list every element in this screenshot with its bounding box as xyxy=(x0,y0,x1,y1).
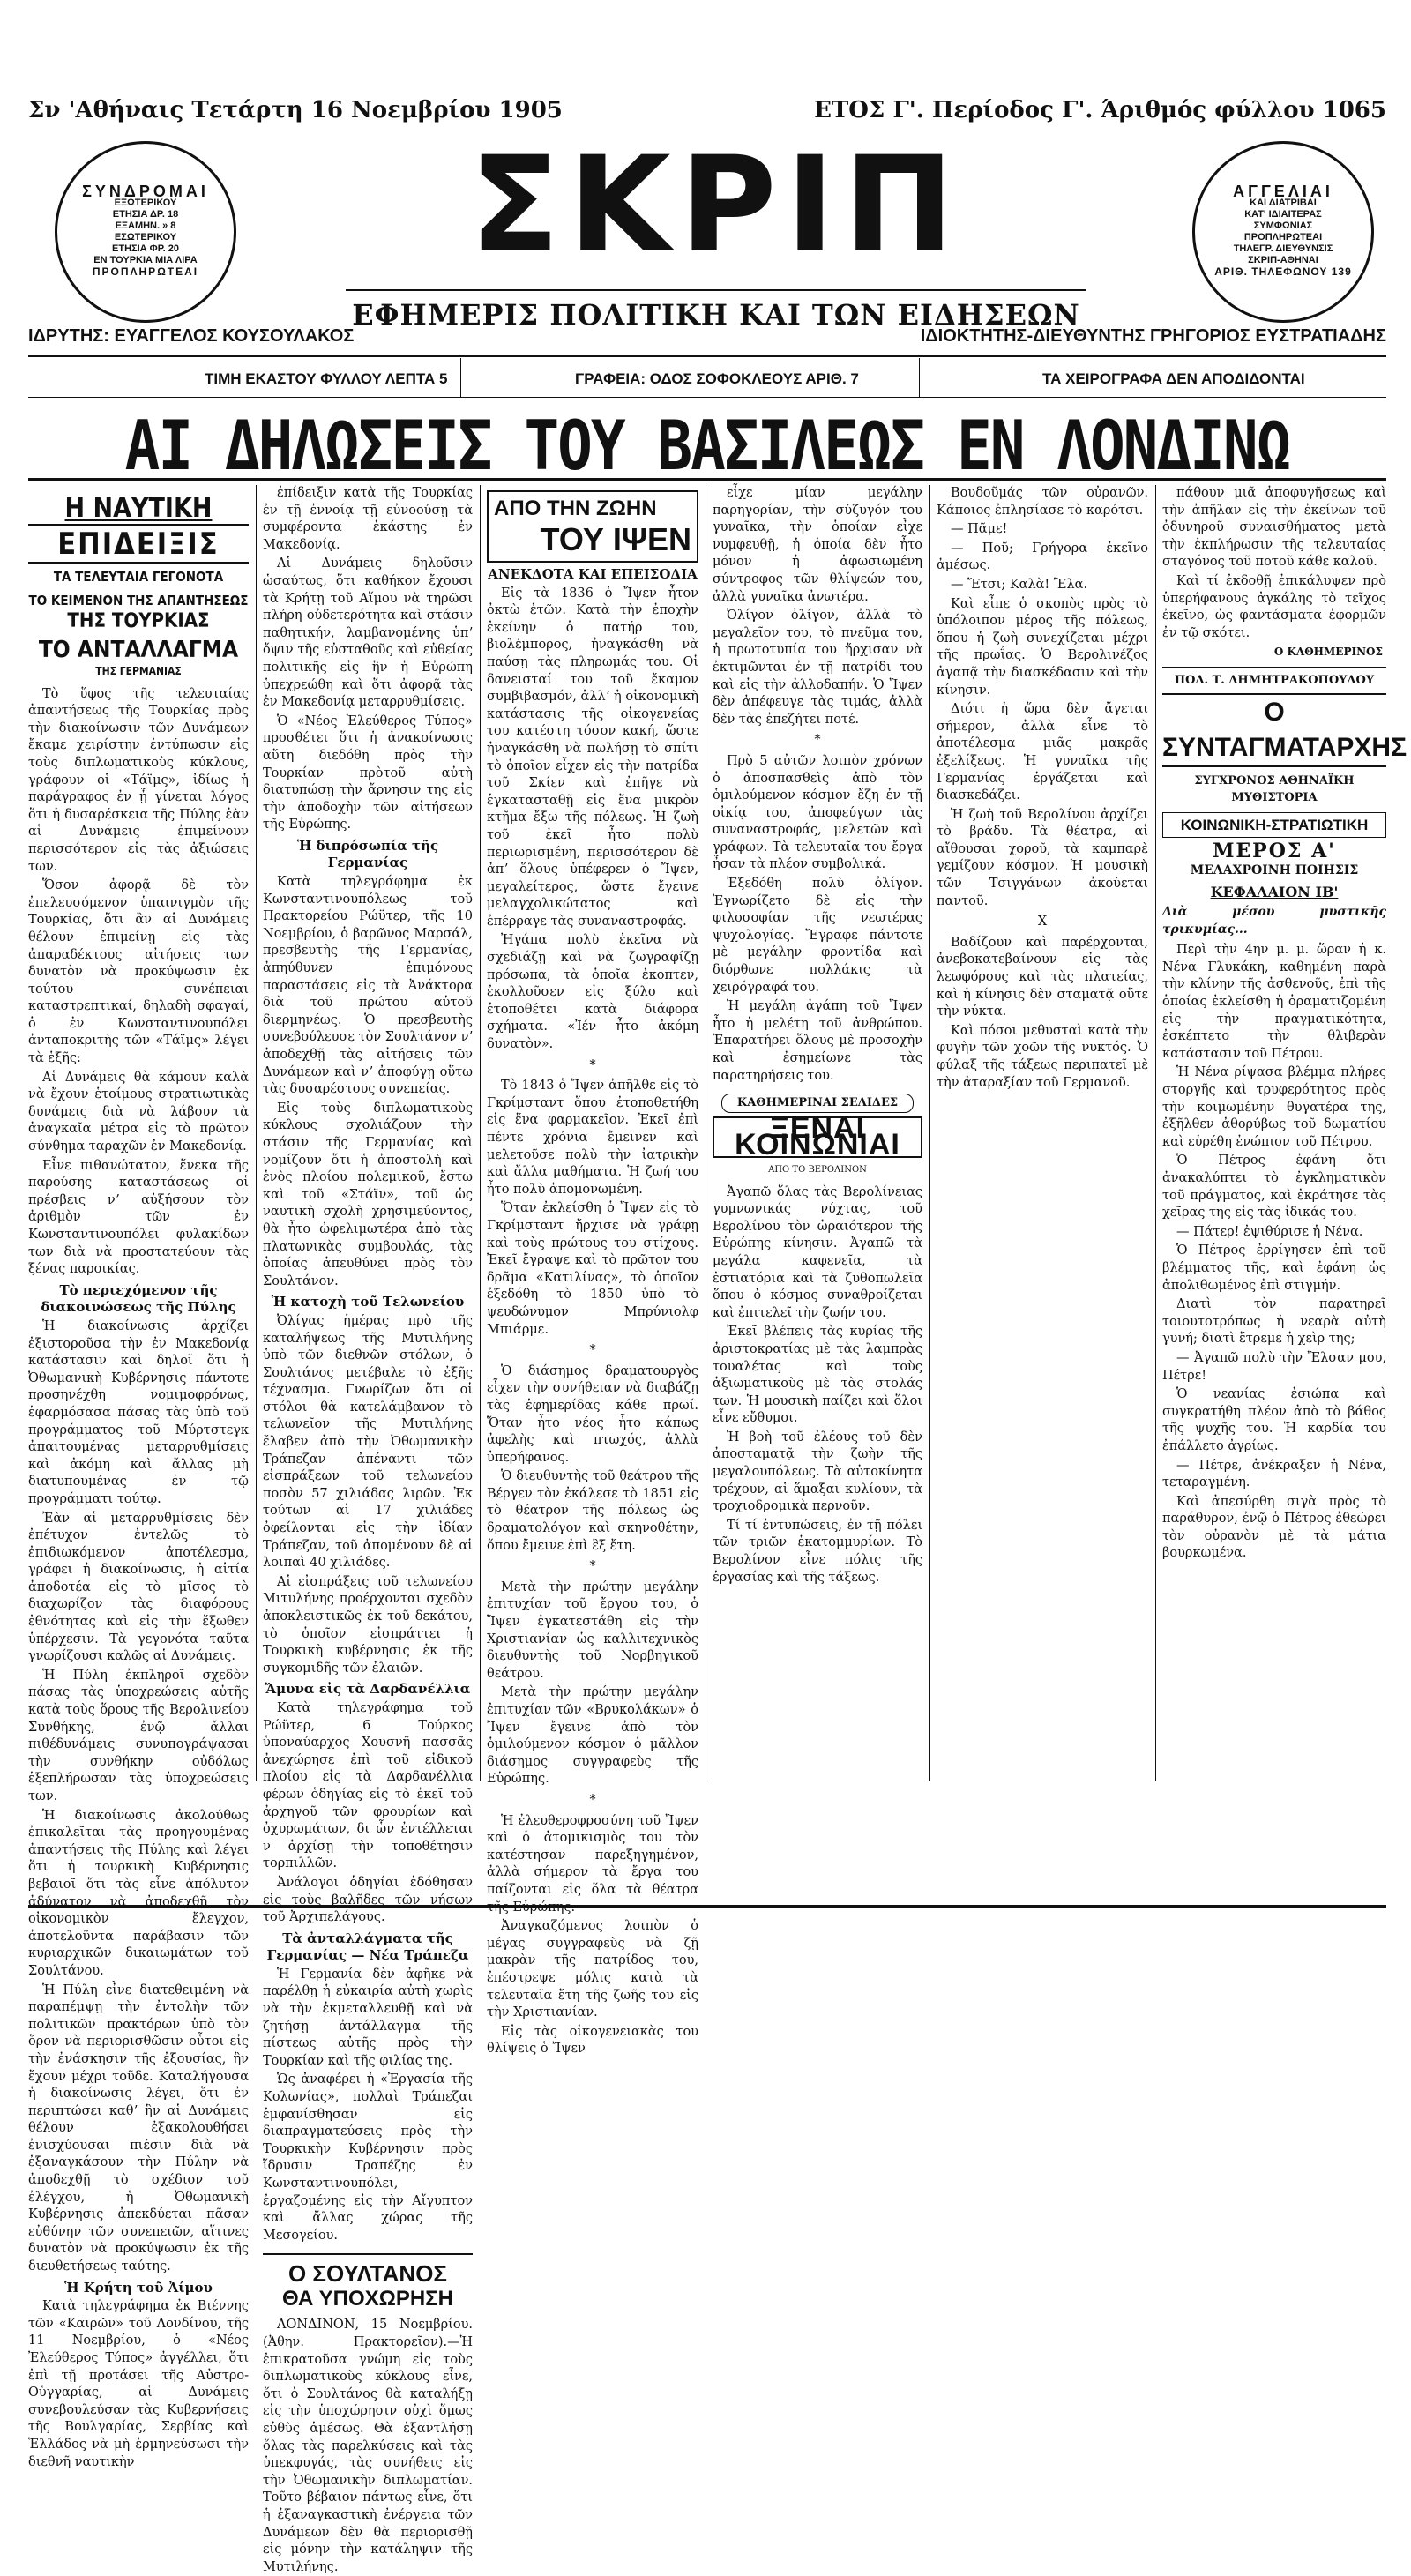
dialogue-line: — Πᾶμε! xyxy=(951,522,1008,537)
info-bar xyxy=(28,367,1386,393)
paragraph: Ἡ διακοίνωσις ἀκολούθως ἐπικαλεῖται τὰς προηγουμένας ἀπαντήσεις τῆς Πύλης καὶ λέγει ὅτι ἡ τουρκικὴ Κυβέρνησις βεβαιοῖ ὅτι τὰς εἶνε ἀπόλυτον ἀδύνατον νὰ ἀποδεχθῇ τὸν οἰκονομικὸν ἔλεγχον, ἀποτελοῦντα παράβασιν τῶν κυριαρχικῶν δικαιωμάτων τοῦ Σουλτάνου. xyxy=(28,1808,249,1978)
paragraph: Ὁ Πέτρος ἐρρίγησεν ἐπὶ τοῦ βλέμματος τῆς, καὶ ἐφάνη ὡς ἀπολιθωμένος ἐπὶ στιγμήν. xyxy=(1162,1243,1386,1293)
serial-author: ΠΟΛ. Τ. ΔΗΜΗΤΡΑΚΟΠΟΥΛΟΥ xyxy=(1162,667,1386,695)
article-subhead: ΑΝΕΚΔΟΤΑ ΚΑΙ ΕΠΕΙΣΟΔΙΑ xyxy=(488,566,698,582)
divider-star-icon: * xyxy=(589,1792,596,1807)
paragraph: Ἀνάλογοι ὁδηγίαι ἐδόθησαν εἰς τοὺς βαλῆδες τῶν νήσων τοῦ Ἀρχιπελάγους. xyxy=(263,1875,473,1925)
sultan-heading-line: ΘΑ ΥΠΟΧΩΡΗΣΗ xyxy=(282,2287,453,2311)
paragraph: Μετὰ τὴν πρώτην μεγάλην ἐπιτυχίαν τοῦ ἔργου του, ὁ Ἴψεν ἐγκατεστάθη εἰς τὴν Χριστιανίαν ὡς καλλιτεχνικὸς διευθυντὴς τοῦ Νορβηγικοῦ θεάτρου. xyxy=(487,1579,698,1681)
headline-rule xyxy=(28,478,1386,481)
paragraph: Ἡ Πύλη εἶνε διατεθειμένη νὰ παραπέμψῃ τὴν ἐντολὴν τῶν πολιτικῶν πρακτόρων ὑπὸ τὸν ὅρον νὰ περιορισθῶσιν οὗτοι εἰς τὴν ἐνάσκησιν τῆς ἐξουσίας, ἣν ἔχουν μέχρι τοῦδε. Καταλήγουσα ἡ διακοίνωσις λέγει, ὅτι ἐν περιπτώσει καθʼ ἣν αἱ Δυνάμεις θέλουν ἐξακολουθήσει ἐνισχύουσαι πιέσιν διὰ νὰ ἐξαναγκάσουν τὴν Πύλην νὰ ἀποδεχθῇ τὸ σχέδιον τοῦ ἐλέγχου, ἡ Ὀθωμανικὴ Κυβέρνησις ἀπεκδύεται πᾶσαν εὐθύνην τῶν συνεπειῶν, αἵτινες δυνατὸν νὰ προκύψωσιν ἐκ τῆς διευθετήσεως ταύτης. xyxy=(28,1982,249,2274)
sultan-heading xyxy=(263,2253,473,2311)
section-heading: Τὸ περιεχόμενον τῆς διακοινώσεως τῆς Πύλης xyxy=(41,1281,236,1316)
issue-date: Σν 'Αθήναις Τετάρτη 16 Νοεμβρίου 1905 xyxy=(28,97,563,123)
paragraph: Ἡ Νένα ρίψασα βλέμμα πλήρες στοργῆς καὶ τρυφερότητος πρὸς τὴν κοιμωμένην θυγατέρα της, ἐξῆλθεν ἀθορύβως τοῦ δωματίου καὶ εὑρέθη ἐνώπιον τοῦ Πέτρου. xyxy=(1162,1065,1386,1149)
paragraph: Βουδοῦμάς τῶν οὐρανῶν. Κάποιος ἐπλησίασε τὸ καρότσι. xyxy=(937,486,1148,518)
top-line xyxy=(28,97,1386,132)
info-separator xyxy=(460,358,461,397)
section-heading: Ἡ διπρόσωπία τῆς Γερμανίας xyxy=(296,837,439,871)
divider-star-icon: * xyxy=(589,1057,596,1072)
ibsen-title-line: ΤΟΥ ΙΨΕΝ xyxy=(540,521,691,557)
paragraph: Ἐκεῖ βλέπεις τὰς κυρίας τῆς ἀριστοκρατίας μὲ τὰς λαμπρὰς τουαλέτας καὶ τοὺς ἀξιωματικοὺς μὲ τὰς στολάς των. Ἡ μουσικὴ παίζει καὶ ὅλοι εἶνε εὔθυμοι. xyxy=(713,1325,922,1426)
paragraph: Ὀλίγας ἡμέρας πρὸ τῆς καταλήψεως τῆς Μυτιλήνης ὑπὸ τῶν διεθνῶν στόλων, ὁ Σουλτάνος μετέβαλε τὸ ἐξῆς τέχνασμα. Γνωρίζων ὅτι οἱ στόλοι θὰ κατελάμβανον τὸ τελωνεῖον τῆς Μυτιλήνης ἔλαβεν ἀπὸ τὴν Ὀθωμανικὴν Τράπεζαν ἀπέναντι τῶν εἰσπράξεων τοῦ τελωνείου ποσὸν 57 χιλιάδας λιρῶν. Ἐκ τούτων αἱ 17 χιλιάδες ὀφείλονται εἰς τὴν ἰδίαν Τράπεζαν, τοῦ ἀπομένουν δὲ αἱ λοιπαὶ 40 χιλιάδες. xyxy=(263,1313,473,1571)
article-subhead: ΤΟ ΑΝΤΑΛΛΑΓΜΑ xyxy=(38,637,239,663)
seal-arc-bottom: ΑΡΙΘ. ΤΗΛΕΦΩΝΟΥ 139 xyxy=(1214,265,1352,278)
seal-line: ΚΑΤ' ΙΔΙΑΙΤΕΡΑΣ xyxy=(1244,209,1322,220)
paragraph: Καὶ ἀπεσύρθη σιγὰ πρὸς τὸ παράθυρον, ἐνῷ ὁ Πέτρος ἐθεώρει τὸν οὐρανὸν μὲ τὰ μάτια βουρκωμένα. xyxy=(1162,1494,1386,1561)
paragraph: Τί τί ἐντυπώσεις, ἐν τῇ πόλει τῶν τριῶν ἑκατομμυρίων. Τὸ Βερολίνον εἶνε πόλις τῆς ἐργασίας καὶ τῆς τάξεως. xyxy=(713,1518,922,1585)
paragraph: Κατὰ τηλεγράφημα τοῦ Ρώϋτερ, 6 Τούρκος ὑποναύαρχος Χουσνῆ πασσᾶς ἀνεχώρησε ἐπὶ τοῦ εἰδικοῦ πλοίου εἰς τὰ Δαρδανέλλια φέρων ὁδηγίας εἰς τὸ ἐκεῖ τοῦ ἀρχηγοῦ τῶν φρουρίων καὶ ὀχυρωμάτων, δι ὧν ἐντέλλεται ν ἀρχίσῃ τὴν τοποθέτησιν τορπιλλῶν. xyxy=(263,1700,473,1871)
feature-dateline: ΑΠΟ ΤΟ ΒΕΡΟΛΙΝΟΝ xyxy=(768,1164,867,1175)
column-5 xyxy=(937,485,1148,1781)
seal-line: ΚΑΙ ΔΙΑΤΡΙΒΑΙ xyxy=(1250,198,1317,208)
paragraph: Ἡ βοὴ τοῦ ἐλέους τοῦ δὲν ἀποσταματᾷ τὴν ζωὴν τῆς μεγαλουπόλεως. Τὰ αὐτοκίνητα τρέχουν, αἱ ἅμαξαι κυλίουν, τὰ τροχιοδρομικὰ περνοῦν. xyxy=(713,1430,922,1514)
column-2 xyxy=(263,485,473,2574)
paragraph: Ἀγαπῶ ὅλας τὰς Βερολίνειας γυμνωνικάς νύχτας, τοῦ Βερολίνου τὸν ὡραιότερον τῆς Εὐρώπης κίνησιν. Ἀγαπῶ τὰ μεγάλα καφενεῖα, τὰ ἑστιατόρια καὶ τὰ ζυθοπωλεῖα ὅπου ὁ κόσμος συναθροίζεται καὶ ἐπιτελεῖ τὴν ζωήν του. xyxy=(713,1184,922,1320)
column-3 xyxy=(487,485,698,2057)
paragraph: Ἡ Πύλη ἐκπληροῖ σχεδὸν πάσας τὰς ὑποχρεώσεις αὐτῆς κατὰ τοὺς ὅρους τῆς Βερολινείου Συνθήκης, ἐνῷ ἄλλαι πιθέδυνάμεις συνυπογράψασαι τὴν συνθήκην οὐδόλως ἐξεπλήρωσαν τὰς ὑποχρεώσεις των. xyxy=(28,1668,249,1803)
newspaper-page xyxy=(28,97,1407,2574)
seal-line: ΕΞΑΜΗΝ. » 8 xyxy=(115,220,176,231)
section-heading: Ἡ κατοχὴ τοῦ Τελωνείου xyxy=(271,1294,465,1310)
serial-part-title: ΜΕΛΑΧΡΟΙΝΗ ΠΟΙΗΣΙΣ xyxy=(1190,862,1359,877)
seal-line: ΠΡΟΠΛΗΡΩΤΕΑΙ xyxy=(1243,232,1323,243)
seal-line: ΤΗΛΕΓΡ. ΔΙΕΥΘΥΝΣΙΣ xyxy=(1233,243,1333,254)
seal-line: ΣΚΡΙΠ-ΑΘΗΝΑΙ xyxy=(1248,255,1318,265)
office-info: ΓΡΑΦΕΙΑ: ΟΔΟΣ ΣΟΦΟΚΛΕΟΥΣ ΑΡΙΘ. 7 xyxy=(575,370,859,387)
info-separator xyxy=(919,358,920,397)
paragraph: Εἰς τὰ 1836 ὁ Ἴψεν ἦτον ὀκτὼ ἐτῶν. Κατὰ τὴν ἐποχὴν ἐκείνην ὁ πατήρ του, βιολέμπορος, ἠναγκάσθη νὰ παύσῃ τὰς πληρωμάς του. Οἱ δανεισταί του τοῦ ἔκαμον συμβιβασμόν, ἀλλʼ ἡ οἰκονομικὴ κατάστασις τῆς οἰκογενείας του κατέστη τόσον κακή, ὥστε ἠναγκάσθη νὰ πωλήσῃ τὸ σπίτι τὸ ὁποῖον εἶχεν εἰς τὴν πατρίδα τοῦ Σκίεν καὶ ἐπῆγε νὰ ἐγκατασταθῇ εἰς ἕνα μικρὸν κτῆμα ἔξω τῆς πόλεως. Ἡ ζωὴ τοῦ ἐκεῖ ἦτο πολὺ περιωρισμένη, περισσότερον δὲ ἀπʼ ὅλους ὑπέφερεν ὁ Ἴψεν, μεγαλείτερος, ὥστε ἔγεινε μελαγχολικώτατος καὶ ἐπέρραγε τὰς συναναστροφάς. xyxy=(487,586,698,929)
seal-line: ΕΣΩΤΕΡΙΚΟΥ xyxy=(114,232,177,243)
paragraph: Καὶ πόσοι μεθυσταὶ κατὰ τὴν φυγὴν τῶν χοῶν τῆς νυκτός. Ὁ φύλαξ τῆς τάξεως περιπατεῖ μὲ τὴν ἀταραξίαν τοῦ Γερμανοῦ. xyxy=(937,1023,1148,1090)
seal-arc-top: ΑΓΓΕΛΙΑΙ xyxy=(1233,183,1333,200)
paragraph: Ὀλίγον ὀλίγον, ἀλλὰ τὸ μεγαλεῖον του, τὸ πνεῦμα του, ἡ πρωτοτυπία του ἤρχισαν νὰ ἐκτιμῶνται ἐν τῇ πατρίδι του καὶ εἰς τὴν ἀλλοδαπήν. Ὁ Ἴψεν δὲν ἀπέφευγε τὰς τιμάς, ἀλλὰ δὲν τὰς ἐπεζήτει ποτέ. xyxy=(713,609,922,727)
section-label: ΚΑΘΗΜΕΡΙΝΑΙ ΣΕΛΙΔΕΣ xyxy=(721,1094,914,1113)
feature-title: ΞΕΝΑΙ ΚΟΙΝΩΝΙΑΙ xyxy=(713,1116,922,1158)
signature: Ο ΚΑΘΗΜΕΡΙΝΟΣ xyxy=(1273,646,1383,659)
sultan-heading-line: Ο ΣΟΥΛΤΑΝΟΣ xyxy=(287,2260,448,2288)
paragraph: Ἀναγκαζόμενος λοιπὸν ὁ μέγας συγγραφεὺς νὰ ζῇ μακρὰν τῆς πατρίδος του, ἐπέστρεψε μόλις κατὰ τὰ τελευταῖα ἔτη τῆς ζωῆς του εἰς τὴν Χριστιανίαν. xyxy=(487,1919,698,2020)
paragraph: πάθουν μιᾶ ἀποφυγῆσεως καὶ τὴν ἀπῆλαν εἰς τὴν ἐκείνων τοῦ ὀδυνηροῦ συναισθήματος μετὰ τὴν ἐκπλήρωσιν τῆς τελευταίας σταγόνος τοῦ ποτοῦ κάθε καλοῦ. xyxy=(1162,486,1386,570)
article-subhead: ΤΗΣ ΤΟΥΡΚΙΑΣ xyxy=(67,610,210,632)
seal-line: ΕΤΗΣΙΑ ΔΡ. 18 xyxy=(112,209,179,220)
paragraph: Ὁ διάσημος δραματουργὸς εἶχεν τὴν συνήθειαν νὰ διαβάζῃ τὰς ἐφημερίδας κάθε πρωί. Ὅταν ἦτο νέος ἦτο κάπως ἀφελὴς καὶ πτωχός, ἀλλὰ ὑπερήφανος. xyxy=(487,1363,698,1465)
paragraph: Καὶ τί ἐκδοθῇ ἐπικάλυψεν πρὸ ὑπερήφανους ἀγκάλης τὸ τεῖχος ἐκεῖνο, ὡς φαντάσματα ἐφορμῶν ἐν τῷ σκότει. xyxy=(1162,573,1386,640)
seal-line: ΕΞΩΤΕΡΙΚΟΥ xyxy=(114,198,177,208)
paragraph: Ὁ Πέτρος ἐφάνη ὅτι ἀνακαλύπτει τὸ ἐγκληματικὸν τοῦ πράγματος, καὶ ἐκράτησε τὰς χεῖρας της εἰς τὰς ἰδικάς του. xyxy=(1162,1154,1386,1221)
article-subhead: ΤΗΣ ΓΕΡΜΑΝΙΑΣ xyxy=(95,665,182,677)
serial-chapter-title: Διὰ μέσου μυστικῆς τρικυμίας... xyxy=(1162,905,1386,937)
paragraph: Τὸ ὕφος τῆς τελευταίας ἀπαντήσεως τῆς Τουρκίας πρὸς τὴν διακοίνωσιν τῶν Δυνάμεων ἔκαμε χειρίστην ἐντύπωσιν εἰς τοὺς διπλωματικοὺς κύκλους, γράφουν οἱ «Τάϊμς», ἰδίως ἡ παράγραφος ἐν ᾗ γίνεται λόγος ὅτι ἡ δυσαρέσκεια τῆς Πύλης ἐὰν αἱ Δυνάμεις ἐπιμείνουν περισσότερον εἰς τὰς ἀξιώσεις των. xyxy=(28,686,249,874)
article-subhead: ΤΑ ΤΕΛΕΥΤΑΙΑ ΓΕΓΟΝΟΤΑ xyxy=(53,569,224,585)
section-heading: Ἄμυνα εἰς τὰ Δαρδανέλλια xyxy=(265,1681,471,1698)
section-heading: Τὰ ἀνταλλάγματα τῆς Γερμανίας — Νέα Τράπεζα xyxy=(266,1930,469,1964)
info-rule xyxy=(28,397,1386,398)
article-subhead: ΤΟ ΚΕΙΜΕΝΟΝ ΤΗΣ ΑΠΑΝΤΗΣΕΩΣ xyxy=(28,593,249,609)
seal-line: ΣΥΜΦΩΝΙΑΣ xyxy=(1253,220,1313,231)
paragraph: ἐπίδειξιν κατὰ τῆς Τουρκίας ἐν τῇ ἐννοίᾳ τῇ εὐνοούσῃ τὰ συμφέροντα ἑκάστης ἐν Μακεδονίᾳ. xyxy=(263,486,473,552)
serial-type: ΚΟΙΝΩΝΙΚΗ-ΣΤΡΑΤΙΩΤΙΚΗ xyxy=(1162,812,1386,839)
column-1 xyxy=(28,485,249,2469)
newspaper-subtitle: ΕΦΗΜΕΡΙΣ ΠΟΛΙΤΙΚΗ ΚΑΙ ΤΩΝ ΕΙΔΗΣΕΩΝ xyxy=(352,298,1080,332)
paragraph: Κατὰ τηλεγράφημα ἐκ Βιέννης τῶν «Καιρῶν» τοῦ Λονδίνου, τῆς 11 Νοεμβρίου, ὁ «Νέος Ἐλεύθερος Τύπος» ἀγγέλλει, ὅτι ἐπὶ τῇ προτάσει τῆς Αὐστρο-Οὑγγαρίας, αἱ Δυνάμεις συνεβουλεύσαν τὰς Κυβερνήσεις τῆς Βουλγαρίας, Σερβίας καὶ Ἑλλάδος νὰ μὴ ἐρμηνεύσωσι τὴν διεθνῆ ναυτικὴν xyxy=(28,2299,249,2469)
paragraph: Αἱ Δυνάμεις δηλοῦσιν ὡσαύτως, ὅτι καθήκον ἔχουσι τὰ Κρήτῃ τοῦ Αἵμου νὰ τηρῶσι πλήρη οὐδετερότητα καὶ στάσιν παθητικήν, λαμβανομένης ὑπʼ ὄψιν τῆς εὐσταθοῦς καὶ εὐθείας πολιτικῆς εἰς ἣν ἡ Εὐρώπη ὑπεχρεώθη καὶ ὅτι ἀφορᾷ τὰς ἐν Μακεδονίᾳ μεταρρυθμίσεις. xyxy=(263,556,473,710)
paragraph: Ὅταν ἐκλείσθη ὁ Ἴψεν εἰς τὸ Γκρίμσταντ ἤρχισε νὰ γράφῃ καὶ τοὺς πρώτους του στίχους. Ἐκεῖ ἔγραψε καὶ τὸ πρῶτον του δρᾶμα «Κατιλίνας», τὸ ὁποῖον ἐξεδόθη τὸ 1850 ὑπὸ τὸ ψευδώνυμον Μπρύνιολφ Μπιάρμε. xyxy=(487,1201,698,1337)
paragraph: ΛΟΝΔΙΝΟΝ, 15 Νοεμβρίου. (Ἀθην. Πρακτορεῖον).—Ἡ ἐπικρατοῦσα γνώμη εἰς τοὺς διπλωματικοὺς κύκλους εἶνε, ὅτι ὁ Σουλτάνος θὰ καταλήξῃ εἰς τὴν ὑποχώρησιν οὐχὶ ὅμως εὐθὺς ἀμέσως. Θὰ ἐξαντλήσῃ ὅλας τὰς παρελκύσεις καὶ τὰς ὑπεκφυγάς, τὰς συνήθεις εἰς τὴν Ὀθωμανικὴν διπλωματίαν. Τοῦτο βέβαιον πάντως εἶνε, ὅτι ἡ ἐξαναγκαστικὴ ἐνέργεια τῶν Δυνάμεων δὲν θὰ περιορισθῇ εἰς μόνην τὴν κατάληψιν τῆς Μυτιλήνης. xyxy=(263,2318,473,2574)
column-separator xyxy=(480,485,481,1781)
column-separator xyxy=(1155,485,1156,1781)
seal-arc-top: ΣΥΝΔΡΟΜΑΙ xyxy=(82,183,209,200)
paragraph: Διότι ἡ ὥρα δὲν ἄγεται σήμερον, ἀλλὰ εἶνε τὸ ἀποτέλεσμα μιᾶς μακρᾶς ἐξελίξεως. Ἡ γυναῖκα τῆς Γερμανίας ἐργάζεται καὶ διασκεδάζει. xyxy=(937,702,1148,803)
paragraph: Ἐξεδόθη πολὺ ὀλίγον. Ἐγνωρίζετο δὲ εἰς τὴν φιλοσοφίαν τῆς νεωτέρας ψυχολογίας. Ἔγραφε πάντοτε μὲ μεγάλην φροντίδα καὶ διόρθωνε πολλάκις τὰ χειρόγραφά του. xyxy=(713,877,922,995)
column-separator xyxy=(929,485,930,1781)
ibsen-title-line: ΑΠΟ ΤΗΝ ΖΩΗΝ xyxy=(494,497,657,520)
newspaper-logo: ΣΚΡΙΠ xyxy=(469,129,963,282)
section-heading: Ἡ Κρήτη τοῦ Ἀίμου xyxy=(64,2279,213,2296)
divider-star-icon: * xyxy=(589,1343,596,1358)
column-6 xyxy=(1162,485,1407,1781)
dialogue-line: — Ποῦ; Γρήγορα ἐκεῖνο ἀμέσως. xyxy=(937,541,1148,573)
founder-line: ΙΔΡΥΤΗΣ: ΕΥΑΓΓΕΛΟΣ ΚΟΥΣΟΥΛΑΚΟΣ xyxy=(28,326,355,346)
paragraph: Ὅσον ἀφορᾷ δὲ τὸν ἐπελευσόμενον ὑπαινιγμὸν τῆς Τουρκίας, ὅτι ἂν αἱ Δυνάμεις θέλουν ἐπιμείνῃ εἰς τὰς ἀπαραδέκτους αἰτήσεις των δυνατὸν νὰ προκύψωσιν ἐκ τούτου συνέπειαι καταστρεπτικαί, δηλαδὴ σφαγαί, ὁ ἐν Κωνσταντινουπόλει ἀνταποκριτὴς τῶν «Τάϊμς» λέγει τὰ ἑξῆς: xyxy=(28,878,249,1066)
paragraph: Αἱ εἰσπράξεις τοῦ τελωνείου Μιτυλήνης προέρχονται σχεδὸν ἀποκλειστικῶς ἐκ τοῦ δεκάτου, τὸ ὁποῖον εἰσπράττει ἡ Τουρκικὴ κυβέρνησις ἐκ τῆς συγκομιδῆς τῶν ἐλαιῶν. xyxy=(263,1574,473,1676)
advertising-seal xyxy=(1192,141,1374,323)
dialogue-line: — Ἀγαπῶ πολὺ τὴν Ἔλσαν μου, Πέτρε! xyxy=(1162,1350,1386,1383)
seal-arc-bottom: ΠΡΟΠΛΗΡΩΤΕΑΙ xyxy=(92,265,199,278)
paragraph: Ὁ «Νέος Ἐλεύθερος Τύπος» προσθέτει ὅτι ἡ ἀνακοίνωσις αὕτη διεδόθη πρὸς τὴν Τουρκίαν πρὸτοῦ αὐτὴ διατυπώσῃ τὴν ἄρνησιν της εἰς τὴν ἀποδοχὴν τῶν αἰτήσεων τῆς Εὐρώπης. xyxy=(263,713,473,833)
paragraph: Ἡ Γερμανία δὲν ἀφῆκε νὰ παρέλθῃ ἡ εὐκαιρία αὐτὴ χωρὶς νὰ τὴν ἐκμεταλλευθῇ καὶ νὰ ζητήσῃ ἀντάλλαγμα τῆς πίστεως αὐτῆς πρὸς τὴν Τουρκίαν καὶ τῆς φιλίας της. xyxy=(263,1967,473,2068)
paragraph: Βαδίζουν καὶ παρέρχονται, ἀνεβοκατεβαίνουν εἰς τὰς λεωφόρους καὶ τὰς πλατείας, καὶ ἡ κίνησις δὲν σταματᾷ οὔτε τὴν νύκτα. xyxy=(937,935,1148,1019)
masthead-rule xyxy=(28,355,1386,357)
paragraph: Τὸ 1843 ὁ Ἴψεν ἀπῆλθε εἰς τὸ Γκρίμσταντ ὅπου ἐτοποθετήθη εἰς ἕνα φαρμακεῖον. Ἐκεῖ ἐπὶ πέντε χρόνια ἔμεινεν καὶ μελετοῦσε πολὺ τὴν ἰατρικὴν καὶ ἄλλα μαθήματα. Ἡ ζωή του ἦτο πολὺ ἀπομονωμένη. xyxy=(487,1079,698,1197)
seal-line: ΕΝ ΤΟΥΡΚΙΑ ΜΙΑ ΛΙΡΑ xyxy=(93,255,198,265)
paragraph: Ὁ διευθυντὴς τοῦ θεάτρου τῆς Βέργεν τὸν ἐκάλεσε τὸ 1851 εἰς τὸ θέατρον τῆς πόλεως ὡς δραματολόγον καὶ σκηνοθέτην, ὅπου ἔμεινε ἐπὶ ἓξ ἔτη. xyxy=(487,1469,698,1553)
serial-chapter: ΚΕΦΑΛΑΙΟΝ ΙΒ' xyxy=(1210,883,1339,900)
manuscripts-note: ΤΑ ΧΕΙΡΟΓΡΑΦΑ ΔΕΝ ΑΠΟΔΙΔΟΝΤΑΙ xyxy=(1042,370,1305,387)
subtitle-rule xyxy=(346,289,1086,291)
paragraph: Ἡ ἐλευθεροφροσύνη τοῦ Ἴψεν καὶ ὁ ἀτομικισμὸς του τὸν κατέστησαν παρεξηγημένον, ἀλλὰ σήμερον τὰ ἔργα του παίζονται εἰς ὅλα τὰ θέατρα τῆς Εὐρώπης. xyxy=(487,1813,698,1915)
dialogue-line: — Πέτρε, ἀνέκραξεν ἡ Νένα, τεταραγμένη. xyxy=(1162,1458,1386,1490)
column-4 xyxy=(713,485,922,1781)
divider-star-icon: * xyxy=(814,733,821,748)
divider-x-icon: X xyxy=(1037,915,1048,930)
paragraph: Ἡ μεγάλη ἀγάπη τοῦ Ἴψεν ἦτο ἡ μελέτη τοῦ ἀνθρώπου. Ἐπαρατήρει ὅλους μὲ προσοχὴν καὶ ἐσημείωνε τὰς παρατηρήσεις του. xyxy=(713,999,922,1083)
column-separator xyxy=(256,485,257,1781)
paragraph: Κατὰ τηλεγράφημα ἐκ Κωνσταντινουπόλεως τοῦ Πρακτορείου Ρώϋτερ, τῆς 10 Νοεμβρίου, ὁ βαρῶνος Μαρσάλ, πρεσβευτὴς τῆς Γερμανίας, ἀπηύθυνεν ἐπιμόνους παραστάσεις εἰς τὰ Ἀνάκτορα διὰ τοῦ πρώτου αὐτοῦ διερμηνέως. Ὁ πρεσβευτὴς συνεβούλευσε τὸν Σουλτάνον νʼ ἀποδεχθῇ τὰς αἰτήσεις τῶν Δυνάμεων καὶ νʼ ἀποφύγῃ οὕτω τὰς δυσαρέστους συνεπείας. xyxy=(263,875,473,1097)
dialogue-line: — Ἔτσι; Καλὰ! Ἔλα. xyxy=(951,577,1088,592)
paragraph: Αἱ Δυνάμεις θὰ κάμουν καλὰ νὰ ἔχουν ἑτοίμους στρατιωτικὰς δυνάμεις διὰ νὰ λάβουν τὰ ἀναγκαῖα μέτρα εἰς τὸ πρῶτον σύνθημα ταραχῶν ἐν Μακεδονίᾳ. xyxy=(28,1070,249,1154)
divider-star-icon: * xyxy=(589,1559,596,1574)
paragraph: Ἡ διακοίνωσις ἀρχίζει ἐξιστοροῦσα τὴν ἐν Μακεδονίᾳ κατάστασιν καὶ δηλοῖ ὅτι ἡ Ὀθωμανικὴ Κυβέρνησις πάντοτε προσηνέχθη νομιμοφρόνως, ἐφαρμόσασα πάσας τὰς ὑπὸ τοῦ προγράμματος τοῦ Μύρτστεγκ ἀπαιτουμένας μεταρρυθμίσεις καὶ ἀκόμη καὶ ἄλλας μὴ διατυπουμένας ἐν τῷ προγράμματι τούτῳ. xyxy=(28,1318,249,1506)
dialogue-line: — Πάτερ! ἐψιθύρισε ἡ Νένα. xyxy=(1176,1224,1363,1239)
paragraph: Καὶ εἶπε ὁ σκοπὸς πρὸς τὸ ὑπόλοιπον μέρος τῆς πόλεως, ὅπου ἡ ζωὴ συνεχίζεται μέχρι τῆς πρωΐας. Ὁ Βερολινέζος ἀγαπᾷ τὴν διασκέδασιν καὶ τὴν κίνησιν. xyxy=(937,596,1148,698)
ibsen-title-box xyxy=(487,490,698,563)
seal-line: ΕΤΗΣΙΑ ΦΡ. 20 xyxy=(112,243,179,254)
bottom-rule xyxy=(28,1905,1386,1908)
paragraph: Πρὸ 5 αὐτῶν λοιπὸν χρόνων ὁ ἀποσπασθεὶς ἀπὸ τὸν ὁμιλούμενον κόσμον ἔζη ἐν τῇ οἰκίᾳ του, ἀποφεύγων τὰς συναναστροφάς, μελετῶν καὶ γράφων. Τὰ τελευταῖα του ἔργα ἦσαν τὰ πλέον συμβολικά. xyxy=(713,753,922,872)
paragraph: Εἶνε πιθανώτατον, ἕνεκα τῆς παρούσης καταστάσεως οἱ πρέσβεις νʼ αὐξήσουν τὸν ἀριθμὸν τῶν ἐν Κωνσταντινουπόλει φυλακίδων των διὰ νὰ προστατεύουν τὰς ξένας παροικίας. xyxy=(28,1158,249,1277)
paragraph: Μετὰ τὴν πρώτην μεγάλην ἐπιτυχίαν τῶν «Βρυκολάκων» ὁ Ἴψεν ἔγεινε ἀπὸ τὸν ὁμιλούμενον κόσμον ὁ μᾶλλον διάσημος συγγραφεὺς τῆς Εὐρώπης. xyxy=(487,1685,698,1787)
serial-genre: ΣΥΓΧΡΟΝΟΣ ΑΘΗΝΑΪΚΗ ΜΥΘΙΣΤΟΡΙΑ xyxy=(1194,773,1355,805)
paragraph: Ὡς ἀναφέρει ἡ «Ἐργασία τῆς Κολωνίας», πολλαὶ Τράπεζαι ἐμφανίσθησαν εἰς διαπραγματεύσεις πρὸς τὴν Τουρκικὴν Κυβέρνησιν πρὸς ἵδρυσιν Τραπέζης ἐν Κωνσταντινουπόλει, ἐργαζομένης εἰς τὴν Αἴγυπτον καὶ ἄλλας χώρας τῆς Μεσογείου. xyxy=(263,2072,473,2243)
paragraph: Ὁ νεανίας ἐσιώπα καὶ συγκρατήθη πλέον ἀπὸ τὸ βάθος τῆς ψυχῆς του. Ἡ καρδία του ἐπάλλετο ἀγρίως. xyxy=(1162,1387,1386,1453)
article-kicker: Η ΝΑΥΤΙΚΗ xyxy=(64,493,213,524)
subscription-seal xyxy=(55,141,236,323)
serial-title: Ο ΣΥΝΤΑΓΜΑΤΑΡΧΗΣ xyxy=(1162,695,1386,767)
paragraph: Διατὶ τὸν παρατηρεῖ τοιουτοτρόπως ἡ νεαρὰ αὐτὴ γυνή; διατὶ ἔτρεμε ἡ χεὶρ της; xyxy=(1162,1297,1386,1347)
article-title: ΕΠΙΔΕΙΞΙΣ xyxy=(28,524,249,564)
price-info: ΤΙΜΗ ΕΚΑΣΤΟΥ ΦΥΛΛΟΥ ΛΕΠΤΑ 5 xyxy=(205,370,448,387)
main-headline: ΑΙ ΔΗΛΩΣΕΙΣ ΤΟΥ ΒΑΣΙΛΕΩΣ ΕΝ ΛΟΝΔΙΝΩ xyxy=(124,406,1290,486)
paragraph: Ἠγάπα πολὺ ἐκεῖνα νὰ σχεδιάζῃ καὶ νὰ ζωγραφίζῃ πρόσωπα, τὰ ὁποῖα ἐκοπτεν, ἐκολλοῦσεν εἰς ξύλο καὶ ἐτοποθέτει κατὰ διάφορα σχήματα. «Ἰέν ἦτο ἀκόμη δυνατὸν». xyxy=(487,933,698,1052)
paragraph: Περὶ τὴν 4ην μ. μ. ὥραν ἡ κ. Νένα Γλυκάκη, καθημένη παρὰ τὴν κλίνην τῆς ἀσθενοῦς, ἐπὶ τῆς ὁποίας ἐκλείσθη ἡ ὁραματιζομένη εἰς τὴν πραγματικότητα, ἐσκέπτετο τὴν θλιβερὰν κατάστασιν τοῦ Πέτρου. xyxy=(1162,943,1386,1061)
paragraph: εἶχε μίαν μεγάλην παρηγορίαν, τὴν σύζυγόν του γυναῖκα, τὴν ὁποίαν εἶχε νυμφευθῇ, ἡ ὁποία δὲν ἦτο μόνον ἡ ἀφωσιωμένη σύντροφος τῶν θλίψεών του, ἀλλὰ γυναῖκα ἀνωτέρα. xyxy=(713,486,922,604)
paragraph: Εἰς τὰς οἰκογενειακὰς του θλίψεις ὁ Ἴψεν xyxy=(487,2024,698,2057)
serial-part: ΜΕΡΟΣ Α' xyxy=(1213,840,1336,863)
paragraph: Ἡ ζωὴ τοῦ Βερολίνου ἀρχίζει τὸ βράδυ. Τὰ θέατρα, αἱ αἴθουσαι χοροῦ, τὰ καμπαρὲ γεμίζουν κόσμον. Ἡ μουσικὴ τῶν Τσιγγάνων ἀκούεται παντοῦ. xyxy=(937,807,1148,908)
issue-number: ΕΤΟΣ Γ'. Περίοδος Γ'. Άριθμός φύλλου 1065 xyxy=(814,97,1386,123)
owner-line: ΙΔΙΟΚΤΗΤΗΣ-ΔΙΕΥΘΥΝΤΗΣ ΓΡΗΓΟΡΙΟΣ ΕΥΣΤΡΑΤΙΑΔΗΣ xyxy=(920,326,1386,346)
paragraph: Ἐὰν αἱ μεταρρυθμίσεις δὲν ἐπέτυχον ἐντελῶς τὸ ἐπιδιωκόμενον ἀποτέλεσμα, γράφει ἡ διακοίνωσις, ἡ αἰτία ἀποδοτέα εἰς τὸ μῖσος τὸ διαχωρίζον τὰς διαφόρους ἐθνότητας καὶ εἰς τὴν ἔξωθεν ὑπέρχεσιν. Τὰ γεγονότα ταῦτα γνωρίζουσι καλῶς αἱ Δυνάμεις. xyxy=(28,1511,249,1664)
paragraph: Εἰς τοὺς διπλωματικοὺς κύκλους σχολιάζουν τὴν στάσιν τῆς Γερμανίας καὶ νομίζουν ὅτι ἡ ἀποστολὴ καὶ ἑνὸς πλοίου πολεμικοῦ, ἔστω καὶ τοῦ «Στάϊν», τοῦ ὡς ναυτικὴ σχολὴ χρησιμεύοντος, θὰ ἦτο ὠφελιμωτέρα ἀπὸ τὰς πλατωνικὰς συμβουλάς, τὰς ὁποίας ἀπευθύνει πρὸς τὸν Σουλτάνον. xyxy=(263,1101,473,1288)
